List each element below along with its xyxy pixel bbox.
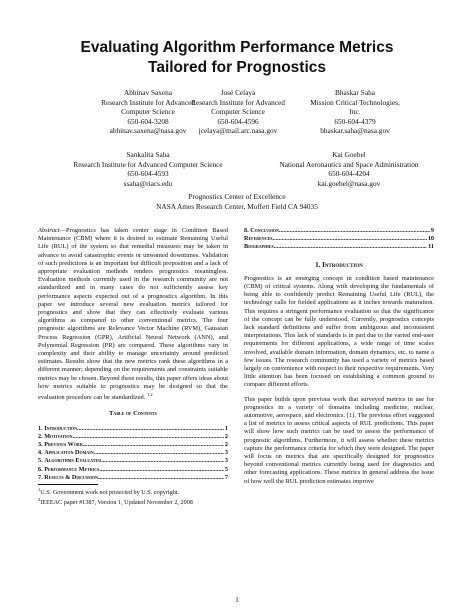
toc-entry-label: References xyxy=(244,235,273,243)
footnote-2 xyxy=(38,496,228,506)
abstract-text: —Prognostics has taken center stage in Condition Based Maintenance (CBM) where it is desired to estimate Remaining Useful Life (RUL) of the system so that remedial measures may be taken in advance to avoid catastrophic events or unwanted downtimes. Validation of such predictions is an important but difficult proposition and a lack of appropriate evaluation methods renders prognostics meaningless. Evaluation methods currently used in the research community are not standardized and in many cases do not sufficiently assess key performance aspects expected out of a prognostics algorithm. In this paper we introduce several new evaluation metrics tailored for prognostics and show that they can effectively evaluate various algorithms as compared to other conventional metrics. The four prognostic algorithms are Relevance Vector Machine (RVM), Gaussian Process Regression (GPR), Artificial Neural Network (ANN), and Polynomial Regression (PR) are compared. These algorithms vary in complexity and their ability to manage uncertainty around predicted estimates. Results show that the new metrics rank these algorithms in a different manner; depending on the requirements and constraints suitable metrics may be chosen. Beyond these results, this paper offers ideas about how metrics suitable to prognostics may be designed so that the evaluation procedure can be standardized. xyxy=(38,227,228,402)
footnote-text: IEEEAC paper #1387, Version 1, Updated November 2, 2008 xyxy=(40,499,193,507)
paper-title-line-1: Evaluating Algorithm Performance Metrics xyxy=(80,39,394,56)
author-email: bhaskar.saha@nasa.gov xyxy=(320,126,390,135)
toc-entry-label: Previous Work xyxy=(44,441,83,448)
author-org: Computer Science xyxy=(211,107,265,116)
toc-entry-num: 3. xyxy=(38,441,43,448)
toc-entry-page: 1 xyxy=(224,424,228,432)
toc-entry[interactable] xyxy=(244,227,434,235)
toc-entry-num: 7. xyxy=(38,473,43,481)
toc-entry-label: Motivation xyxy=(44,432,73,440)
abstract-label: Abstract xyxy=(38,227,60,234)
author-name: Sankalita Saha xyxy=(126,150,170,159)
author-phone: 650-604-4379 xyxy=(334,116,376,126)
toc-entry-label: Performance Metrics xyxy=(44,465,100,473)
left-column xyxy=(38,227,228,507)
author-org: National Aeronautics and Space Administration xyxy=(279,159,419,169)
page-number: 1 xyxy=(235,596,239,604)
right-column xyxy=(244,227,434,492)
toc-entry-num: 2. xyxy=(38,432,43,440)
toc-entry-num: 5. xyxy=(38,457,43,465)
paper-title-line-2: Tailored for Prognostics xyxy=(148,59,326,76)
toc-entry[interactable] xyxy=(244,243,434,251)
author-phone: 650-604-4596 xyxy=(217,116,259,126)
author-block-5 xyxy=(254,150,444,188)
author-org: Computer Science xyxy=(121,107,175,116)
toc-entry[interactable] xyxy=(38,433,228,441)
toc-heading: Table of Contents xyxy=(109,410,157,418)
toc-entry-page: 11 xyxy=(428,243,434,251)
author-block-3 xyxy=(290,88,420,136)
author-phone: 650-604-4593 xyxy=(127,169,169,178)
author-phone: 650-604-4204 xyxy=(328,169,370,178)
section-heading-introduction: 1. Introduction xyxy=(315,260,363,269)
author-org: Research Institute for Advanced Computer Science xyxy=(73,159,223,169)
intro-paragraph-1: Prognostics is an emerging concept in condition based maintenance (CBM) of critical systems. Along with developing the fundamentals of being able to confidently predict Remaining Useful Life (RUL), the technology calls for fielded applications as it inches towards maturation. This requires a stringent performance evaluation so that the significance of the concept can be fully understood. Currently, prognostics concepts lack standard definitions and suffer from ambiguous and inconsistent interpretations. This lack of standards is in part due to the varied end-user requirements for different applications, a wide range of time scales involved, available domain information, domain dynamics, etc. to name a few issues. The research community has used a variety of metrics based largely on convenience with respect to their respective requirements. Very little attention has been focused on establishing a common ground to compare different efforts. xyxy=(244,274,434,389)
toc-entry-label: Introduction xyxy=(44,424,78,432)
author-email: abhinav.saxena@nasa.gov xyxy=(109,126,187,135)
author-email: ssaha@riacs.edu xyxy=(123,178,173,188)
author-org: Research Institute for Advanced xyxy=(101,97,195,107)
toc-entry[interactable] xyxy=(244,235,434,243)
toc-entry-page: 7 xyxy=(224,473,228,481)
footnote-mark: 2 xyxy=(38,497,41,503)
author-name: Bhaskar Saha xyxy=(335,88,375,97)
footnote-mark: 1 xyxy=(38,487,41,493)
footnote-1 xyxy=(38,486,228,496)
author-name: José Celaya xyxy=(220,88,256,97)
affiliation xyxy=(0,192,474,211)
affiliation-line-2: NASA Ames Research Center, Moffett Field CA 94035 xyxy=(156,201,318,211)
toc-entry-page: 5 xyxy=(224,465,228,473)
affiliation-line-1: Prognostics Center of Excellence xyxy=(188,192,286,201)
toc-entry-label: Algorithms Evaluated xyxy=(44,457,102,465)
author-org: Research Institute for Advanced xyxy=(191,97,285,107)
toc-entry-label: Results & Discussion xyxy=(44,473,98,481)
toc-entry[interactable] xyxy=(38,457,228,465)
author-org: Mission Critical Technologies, xyxy=(310,97,400,107)
toc-entry-num: 1. xyxy=(38,424,43,432)
toc-entry-page: 3 xyxy=(224,449,228,457)
author-name: Abhinav Saxena xyxy=(123,88,173,97)
author-org: Inc. xyxy=(349,107,361,116)
toc-entry-page: 2 xyxy=(224,441,228,448)
toc-entry-page: 2 xyxy=(224,432,228,440)
toc-entry[interactable] xyxy=(38,449,228,457)
author-email: kai.goebel@nasa.gov xyxy=(317,178,381,188)
author-block-4 xyxy=(48,150,248,188)
toc-entry-num: 8. xyxy=(244,227,249,234)
toc-entry-page: 3 xyxy=(224,457,228,465)
footnote-text: U.S. Government work not protected by U.S. copyright. xyxy=(40,489,180,497)
author-block-2 xyxy=(168,88,308,136)
author-name: Kai Goebel xyxy=(332,150,366,159)
toc-entry[interactable] xyxy=(38,441,228,449)
footnote-divider xyxy=(38,484,98,485)
toc-entry-label: Application Domain xyxy=(44,449,94,457)
toc-entry-label: Biographies xyxy=(244,243,274,251)
toc-entry-page: 10 xyxy=(427,235,434,243)
toc-entry-num: 6. xyxy=(38,465,43,473)
author-phone: 650-604-3208 xyxy=(127,116,169,126)
toc-entry-page: 9 xyxy=(430,227,434,234)
abstract-footnote-marks: 1 2 xyxy=(146,392,153,398)
toc-entry[interactable] xyxy=(38,466,228,474)
paper-title xyxy=(0,38,474,78)
toc-entry[interactable] xyxy=(38,474,228,482)
abstract xyxy=(38,227,228,402)
author-email: jcelaya@mail.arc.nasa.gov xyxy=(198,126,278,135)
intro-paragraph-2: This paper builds upon previous work that surveyed metrics in use for prognostics in a variety of domains including medicine, nuclear, automotive, aerospace, and electronics. [1]. The previous effort suggested a list of metrics to assess critical aspects of RUL predictions. This paper will show how such metrics can be used to assess the performance of prognostic algorithms. Furthermore, it will assess whether these metrics capture the performance criteria for which they were designed. The paper will focus on metrics that are specifically designed for prognostics beyond conventional metrics currently being used for diagnostics and other forecasting applications. These metrics in general address the issue of how well the RUL prediction estimates improve xyxy=(244,395,434,485)
toc-entry-num: 4. xyxy=(38,449,43,457)
toc-entry-label: Conclusion xyxy=(250,227,279,234)
toc-entry[interactable] xyxy=(38,425,228,433)
